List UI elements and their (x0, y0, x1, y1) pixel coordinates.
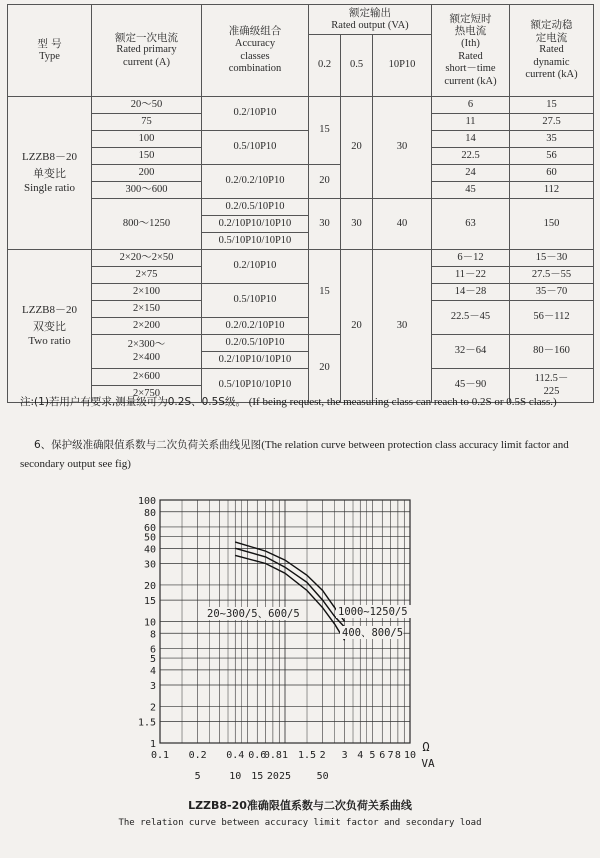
y-tick-label: 30 (143, 559, 156, 571)
output-02-cell: 20 (309, 165, 341, 199)
x-tick-label-ohm: 0.6 (248, 750, 267, 761)
accuracy-cell: 0.2/0.5/10P10 (202, 335, 309, 352)
current-cell: 2×20～2×50 (92, 250, 202, 267)
section-6-cn: 6、保护级准确限值系数与二次负荷关系曲线见图 (34, 439, 262, 451)
header-accuracy: 准确级组合 Accuracy classes combination (202, 5, 309, 97)
y-tick-label: 2 (149, 702, 156, 714)
accuracy-cell: 0.2/10P10/10P10 (202, 352, 309, 369)
type-two: LZZB8－20 双变比 Two ratio (8, 250, 92, 403)
x-tick-label-ohm: 8 (394, 750, 401, 761)
note-en: (If being request, the measuring class can reach to 0.2S or 0.5S class.) (248, 396, 557, 408)
current-cell: 2×200 (92, 318, 202, 335)
idyn-cell: 150 (510, 199, 594, 250)
ith-cell: 22.5 (432, 148, 510, 165)
ith-cell: 45－90 (432, 369, 510, 403)
x-tick-label-va: 15 (251, 771, 264, 782)
y-tick-label: 80 (143, 507, 156, 519)
header-output: 额定输出 Rated output (VA) (309, 5, 432, 35)
output-10p-cell: 30 (373, 250, 432, 403)
output-02-cell: 15 (309, 250, 341, 335)
header-type: 型 号 Type (8, 5, 92, 97)
current-cell: 2×150 (92, 301, 202, 318)
output-05-cell: 20 (341, 97, 373, 199)
current-cell: 300～600 (92, 182, 202, 199)
section-6-en: (The relation curve between protection class accuracy limit factor and secondary output see fig) (20, 439, 569, 470)
x-tick-label-va: 20 (266, 771, 279, 782)
idyn-cell: 35 (510, 131, 594, 148)
y-tick-label: 6 (149, 644, 156, 656)
x-unit-va: VA (421, 757, 435, 770)
x-tick-label-ohm: 2 (319, 750, 326, 761)
header-current: 额定一次电流 Rated primary current (A) (92, 5, 202, 97)
x-tick-label-ohm: 0.2 (188, 750, 207, 761)
x-tick-label-ohm: 1 (281, 750, 289, 761)
current-cell: 75 (92, 114, 202, 131)
x-tick-label-ohm: 0.8 (263, 750, 282, 761)
x-tick-label-ohm: 4 (357, 750, 364, 761)
idyn-cell: 80－160 (510, 335, 594, 369)
y-tick-label: 1 (149, 739, 156, 750)
header-output-10p10: 10P10 (373, 35, 432, 97)
current-cell: 800～1250 (92, 199, 202, 250)
type-single: LZZB8－20 单变比 Single ratio (8, 97, 92, 250)
output-10p-cell: 30 (373, 97, 432, 199)
ith-cell: 11－22 (432, 267, 510, 284)
series-annotation: 1000~1250/5 (338, 606, 408, 618)
idyn-cell: 35－70 (510, 284, 594, 301)
header-idyn: 额定动稳 定电流 Rated dynamic current (kA) (510, 5, 594, 97)
chart-title: LZZB8-20准确限值系数与二次负荷关系曲线 (188, 799, 412, 812)
current-cell: 2×300～ 2×400 (92, 335, 202, 369)
x-tick-label-va: 10 (229, 771, 242, 782)
current-cell: 200 (92, 165, 202, 182)
accuracy-cell: 0.5/10P10 (202, 131, 309, 165)
x-tick-label-va: 25 (278, 771, 292, 782)
output-02-cell: 30 (309, 199, 341, 250)
idyn-cell: 15 (510, 97, 594, 114)
y-tick-label: 5 (149, 654, 156, 666)
current-cell: 2×750 (92, 386, 202, 403)
output-02-cell: 20 (309, 335, 341, 403)
accuracy-cell: 0.5/10P10 (202, 284, 309, 318)
current-cell: 2×100 (92, 284, 202, 301)
accuracy-cell: 0.2/10P10 (202, 97, 309, 131)
ith-cell: 6 (432, 97, 510, 114)
ith-cell: 32－64 (432, 335, 510, 369)
x-tick-label-va: 50 (316, 771, 329, 782)
ith-cell: 11 (432, 114, 510, 131)
y-tick-label: 10 (143, 617, 156, 629)
ith-cell: 14－28 (432, 284, 510, 301)
y-tick-label: 8 (149, 629, 156, 641)
idyn-cell: 15－30 (510, 250, 594, 267)
idyn-cell: 56 (510, 148, 594, 165)
idyn-cell: 112 (510, 182, 594, 199)
idyn-cell: 27.5 (510, 114, 594, 131)
idyn-cell: 56－112 (510, 301, 594, 335)
x-tick-label-ohm: 5 (369, 750, 376, 761)
y-tick-label: 60 (143, 522, 156, 534)
idyn-cell: 112.5－ 225 (510, 369, 594, 403)
header-output-05: 0.5 (341, 35, 373, 97)
y-tick-label: 15 (143, 596, 156, 608)
note (20, 392, 590, 412)
x-tick-label-ohm: 10 (403, 750, 417, 761)
series-annotation: 20~300/5、600/5 (207, 608, 300, 620)
output-10p-cell: 40 (373, 199, 432, 250)
ith-cell: 24 (432, 165, 510, 182)
accuracy-cell: 0.2/0.2/10P10 (202, 318, 309, 335)
idyn-cell: 27.5－55 (510, 267, 594, 284)
current-cell: 20～50 (92, 97, 202, 114)
accuracy-cell: 0.5/10P10/10P10 (202, 233, 309, 250)
section-6-text (20, 436, 595, 474)
x-tick-label-va: 5 (194, 771, 201, 782)
accuracy-cell: 0.2/10P10 (202, 250, 309, 284)
current-cell: 100 (92, 131, 202, 148)
ith-cell: 6－12 (432, 250, 510, 267)
accuracy-cell: 0.5/10P10/10P10 (202, 369, 309, 403)
current-cell: 2×75 (92, 267, 202, 284)
x-unit-ohm: Ω (422, 740, 430, 754)
current-cell: 150 (92, 148, 202, 165)
x-tick-label-ohm: 7 (387, 750, 394, 761)
output-02-cell: 15 (309, 97, 341, 165)
accuracy-limit-chart (0, 480, 600, 790)
x-tick-label-ohm: 1.5 (297, 750, 317, 761)
spec-table (7, 4, 594, 403)
x-tick-label-ohm: 0.1 (150, 750, 170, 761)
x-tick-label-ohm: 6 (379, 750, 386, 761)
y-tick-label: 1.5 (137, 717, 156, 729)
y-tick-label: 40 (143, 544, 156, 556)
chart-subtitle: The relation curve between accuracy limit factor and secondary load (118, 818, 482, 828)
output-05-cell: 30 (341, 199, 373, 250)
y-tick-label: 100 (137, 496, 156, 507)
current-cell: 2×600 (92, 369, 202, 386)
accuracy-cell: 0.2/10P10/10P10 (202, 216, 309, 233)
y-tick-label: 20 (143, 580, 156, 592)
y-tick-label: 50 (143, 532, 156, 544)
header-ith: 额定短时 热电流 (Ith) Rated short－time current (kA) (432, 5, 510, 97)
y-tick-label: 4 (149, 665, 156, 677)
header-output-02: 0.2 (309, 35, 341, 97)
series-annotation: 400、800/5 (342, 627, 404, 639)
note-cn: 注:(1)若用户有要求,测量级可为0.2S、0.5S级。 (20, 396, 246, 408)
idyn-cell: 60 (510, 165, 594, 182)
accuracy-cell: 0.2/0.2/10P10 (202, 165, 309, 199)
x-tick-label-ohm: 0.4 (226, 750, 245, 761)
x-tick-label-ohm: 3 (341, 750, 348, 761)
ith-cell: 22.5－45 (432, 301, 510, 335)
accuracy-cell: 0.2/0.5/10P10 (202, 199, 309, 216)
ith-cell: 14 (432, 131, 510, 148)
ith-cell: 63 (432, 199, 510, 250)
ith-cell: 45 (432, 182, 510, 199)
y-tick-label: 3 (149, 681, 156, 693)
output-05-cell: 20 (341, 250, 373, 403)
